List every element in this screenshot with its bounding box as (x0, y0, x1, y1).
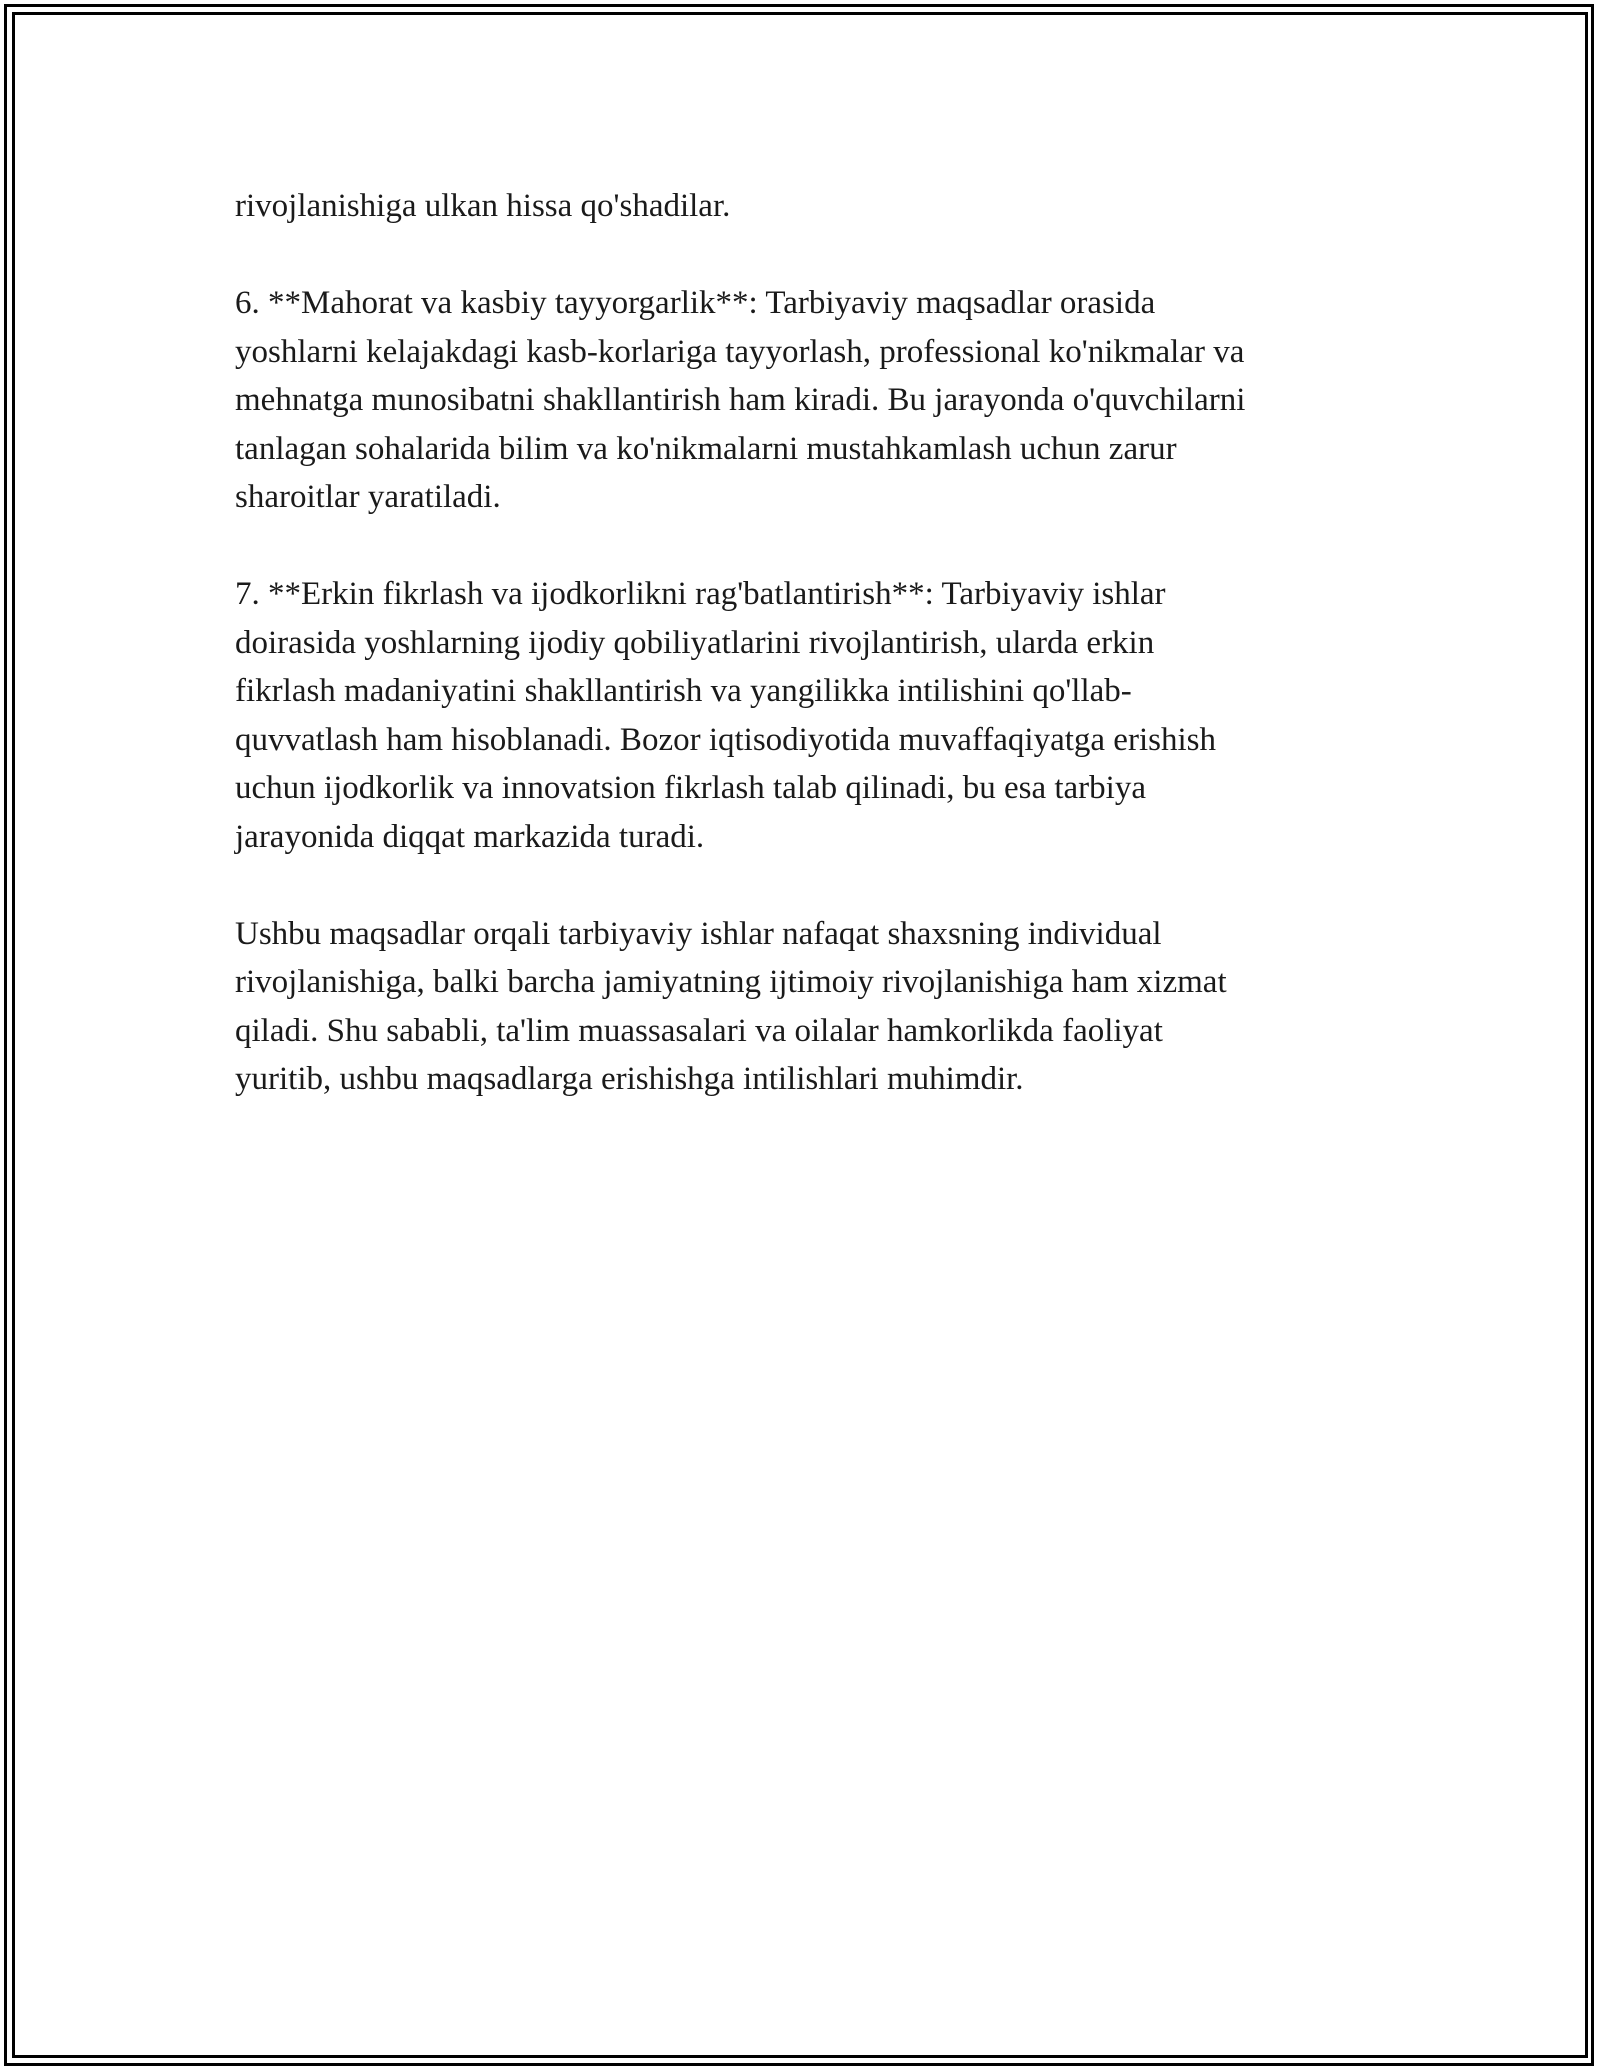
paragraph-conclusion: Ushbu maqsadlar orqali tarbiyaviy ishlar nafaqat shaxsning individual rivojlanishiga, balki barcha jamiyatning ijtimoiy rivojlanishiga ham xizmat qiladi. Shu sababli, ta'lim muassasalari va oilalar hamkorlikda faoliyat yuritib, ushbu maqsadlarga erishishga intilishlari muhimdir. (235, 915, 1227, 1097)
paragraph-item-7: 7. **Erkin fikrlash va ijodkorlikni rag'batlantirish**: Tarbiyaviy ishlar doirasida yoshlarning ijodiy qobiliyatlarini rivojlantirish, ularda erkin fikrlash madaniyatini shakllantirish va yangilikka intilishini qo'llab- quvvatlash ham hisoblanadi. Bozor iqtisodiyotida muvaffaqiyatga erishish uchun ijodkorlik va innovatsion fikrlash talab qilinadi, bu esa tarbiya jarayonida diqqat markazida turadi. (235, 576, 1216, 855)
paragraph-item-6: 6. **Mahorat va kasbiy tayyorgarlik**: Tarbiyaviy maqsadlar orasida yoshlarni kelajakdagi kasb-korlariga tayyorlash, professional ko'nikmalar va mehnatga munosibatni shakllantirish ham kiradi. Bu jarayonda o'quvchilarni tanlagan sohalarida bilim va ko'nikmalarni mustahkamlash uchun zarur sharoitlar yaratiladi. (235, 285, 1246, 515)
document-body (235, 182, 1385, 1104)
paragraph-continuation: rivojlanishiga ulkan hissa qo'shadilar. (235, 188, 731, 224)
